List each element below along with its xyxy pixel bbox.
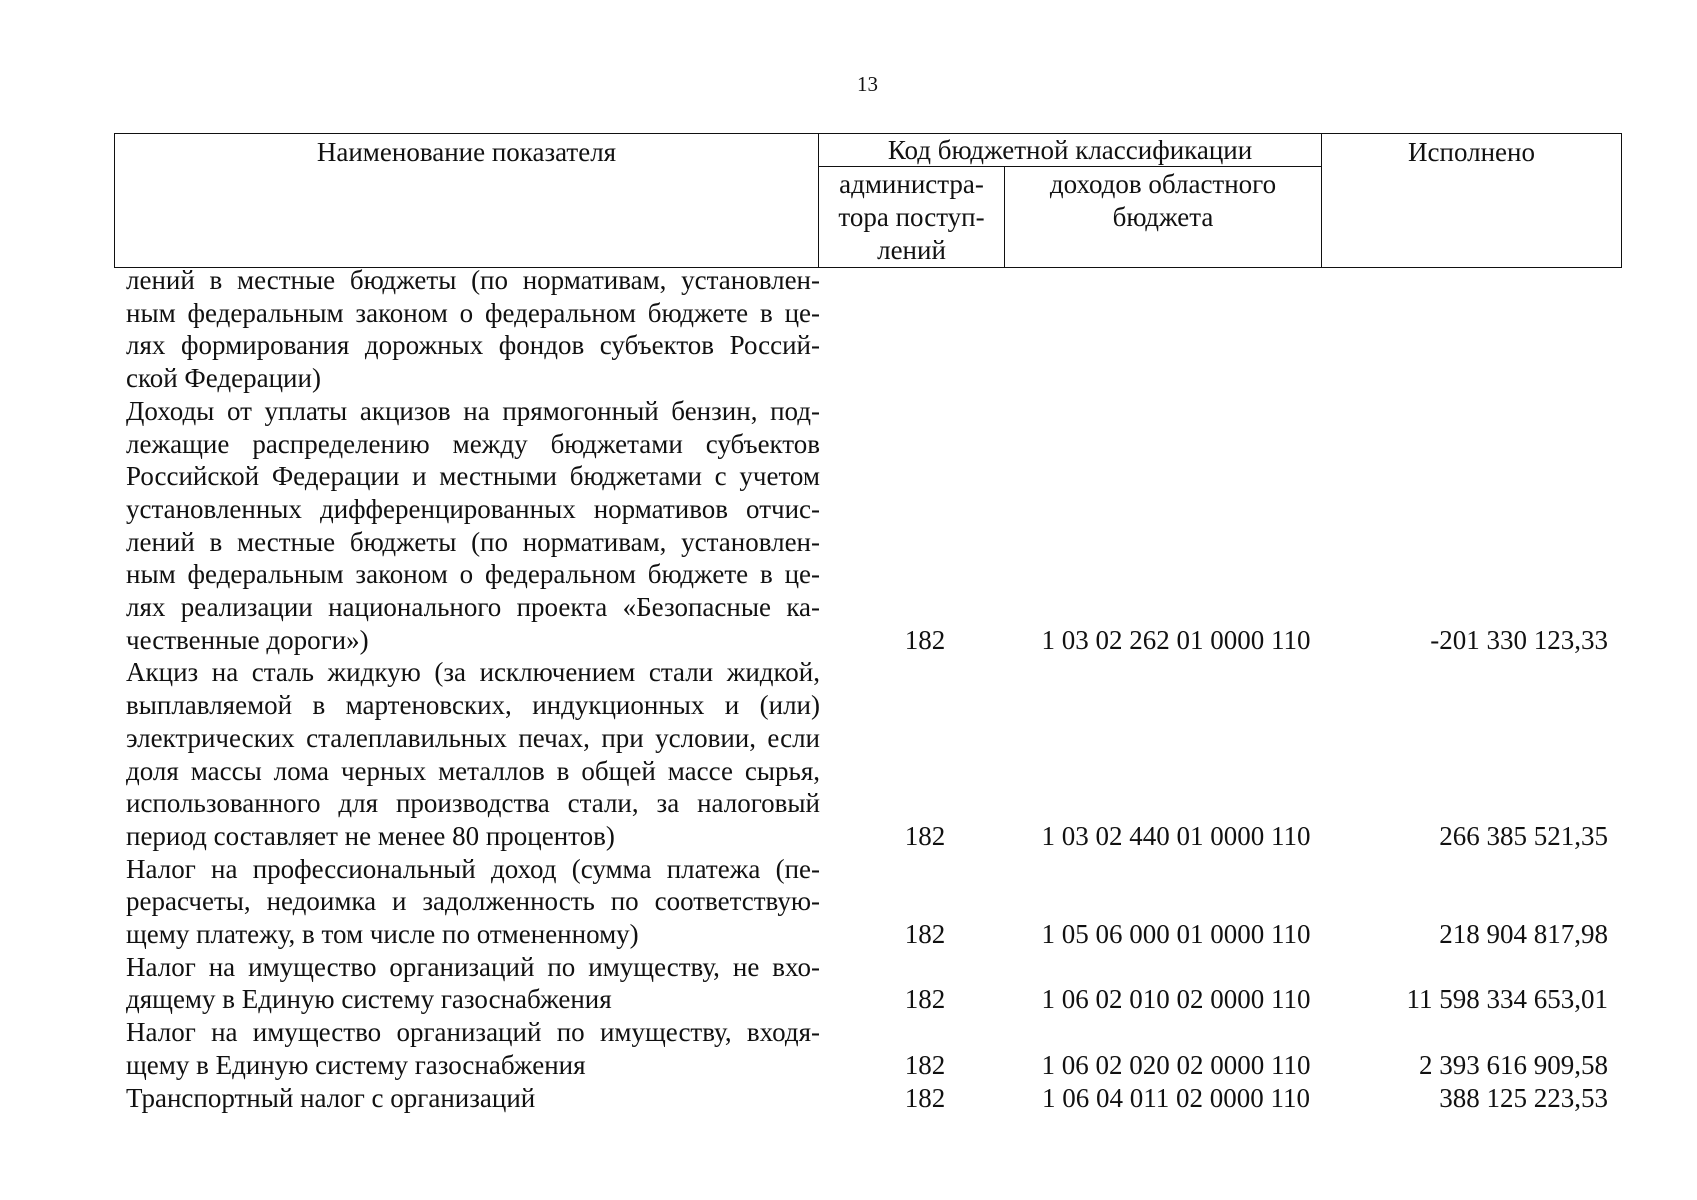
indicator-name-line: Доходы от уплаты акцизов на прямогонный бензин, под- bbox=[126, 395, 820, 426]
indicator-name-line: использованного для производства стали, за налоговый bbox=[126, 788, 820, 819]
table-row bbox=[0, 656, 1697, 852]
indicator-name bbox=[126, 1016, 820, 1081]
indicator-name-line: Российской Федерации и местными бюджетами с учетом bbox=[126, 461, 820, 492]
indicator-name-line: щему в Единую систему газоснабжения bbox=[126, 1049, 586, 1080]
administrator-code: 182 bbox=[904, 1049, 946, 1080]
income-code: 1 06 02 010 02 0000 110 bbox=[1041, 984, 1311, 1015]
header-income-line: доходов областного bbox=[1049, 169, 1277, 199]
indicator-name-line: лях формирования дорожных фондов субъектов Россий- bbox=[126, 330, 820, 361]
income-code: 1 06 04 011 02 0000 110 bbox=[1042, 1082, 1310, 1113]
executed-amount: 2 393 616 909,58 bbox=[1419, 1049, 1608, 1080]
indicator-name bbox=[126, 853, 820, 951]
indicator-name-line: установленных дифференцированных нормативов отчис- bbox=[126, 493, 820, 524]
executed-amount: 266 385 521,35 bbox=[1439, 820, 1608, 851]
header-executed: Исполнено bbox=[1322, 134, 1622, 268]
indicator-name-line: электрических сталеплавильных печах, при условии, если bbox=[126, 722, 820, 753]
indicator-name-line: дящему в Единую систему газоснабжения bbox=[126, 984, 612, 1015]
indicator-name-line: Транспортный налог с организаций bbox=[126, 1082, 536, 1113]
indicator-name-line: лях реализации национального проекта «Безопасные ка- bbox=[126, 592, 820, 623]
header-administrator-code bbox=[819, 167, 1005, 268]
header-income-line: бюджета bbox=[1112, 202, 1214, 232]
administrator-code: 182 bbox=[904, 820, 946, 851]
page-number: 13 bbox=[857, 72, 878, 96]
indicator-name-line: щему платежу, в том числе по отмененному) bbox=[126, 919, 639, 950]
indicator-name bbox=[126, 395, 820, 657]
indicator-name-line: лений в местные бюджеты (по нормативам, установлен- bbox=[126, 526, 820, 557]
indicator-name-line: Акциз на сталь жидкую (за исключением стали жидкой, bbox=[126, 657, 820, 688]
income-code: 1 03 02 440 01 0000 110 bbox=[1041, 820, 1311, 851]
administrator-code: 182 bbox=[904, 919, 946, 950]
indicator-name-line: ным федеральным законом о федеральном бюджете в це- bbox=[126, 559, 820, 590]
header-indicator-name: Наименование показателя bbox=[115, 134, 819, 268]
indicator-name-line: рерасчеты, недоимка и задолженность по соответствую- bbox=[126, 886, 820, 917]
executed-amount: 218 904 817,98 bbox=[1439, 919, 1608, 950]
table-row bbox=[0, 1016, 1697, 1081]
table-body bbox=[0, 264, 1697, 1114]
indicator-name-line: чественные дороги») bbox=[126, 624, 369, 655]
table-header bbox=[114, 133, 1622, 268]
administrator-code: 182 bbox=[904, 984, 946, 1015]
indicator-name bbox=[126, 951, 820, 1016]
table-row bbox=[0, 395, 1697, 657]
income-code: 1 06 02 020 02 0000 110 bbox=[1041, 1049, 1311, 1080]
indicator-name bbox=[126, 1082, 820, 1115]
header-budget-classification-code: Код бюджетной классификации bbox=[819, 134, 1322, 167]
indicator-name-line: доля массы лома черных металлов в общей массе сырья, bbox=[126, 755, 820, 786]
executed-amount: 11 598 334 653,01 bbox=[1406, 984, 1608, 1015]
indicator-name-line: Налог на имущество организаций по имуществу, не вхо- bbox=[126, 951, 820, 982]
indicator-name-line: Налог на профессиональный доход (сумма платежа (пе- bbox=[126, 853, 820, 884]
header-income-code bbox=[1005, 167, 1322, 268]
income-code: 1 05 06 000 01 0000 110 bbox=[1041, 919, 1311, 950]
header-admin-line: администра- bbox=[839, 169, 984, 199]
indicator-name bbox=[126, 656, 820, 852]
indicator-name-line: лений в местные бюджеты (по нормативам, установлен- bbox=[126, 265, 820, 295]
table-row bbox=[0, 1082, 1697, 1115]
indicator-name-line: лежащие распределению между бюджетами субъектов bbox=[126, 428, 820, 459]
table-row bbox=[0, 853, 1697, 951]
indicator-name bbox=[126, 264, 820, 395]
indicator-name-line: период составляет не менее 80 процентов) bbox=[126, 820, 615, 851]
executed-amount: -201 330 123,33 bbox=[1430, 624, 1608, 655]
header-admin-line: лений bbox=[877, 235, 946, 265]
indicator-name-line: ным федеральным законом о федеральном бюджете в це- bbox=[126, 297, 820, 328]
executed-amount: 388 125 223,53 bbox=[1439, 1082, 1608, 1113]
administrator-code: 182 bbox=[904, 624, 946, 655]
indicator-name-line: выплавляемой в мартеновских, индукционных и (или) bbox=[126, 690, 820, 721]
table-row bbox=[0, 264, 1697, 395]
indicator-name-line: ской Федерации) bbox=[126, 363, 321, 394]
table-row bbox=[0, 951, 1697, 1016]
income-code: 1 03 02 262 01 0000 110 bbox=[1041, 624, 1311, 655]
administrator-code: 182 bbox=[904, 1082, 946, 1113]
indicator-name-line: Налог на имущество организаций по имуществу, входя- bbox=[126, 1017, 820, 1048]
header-admin-line: тора поступ- bbox=[838, 202, 985, 232]
